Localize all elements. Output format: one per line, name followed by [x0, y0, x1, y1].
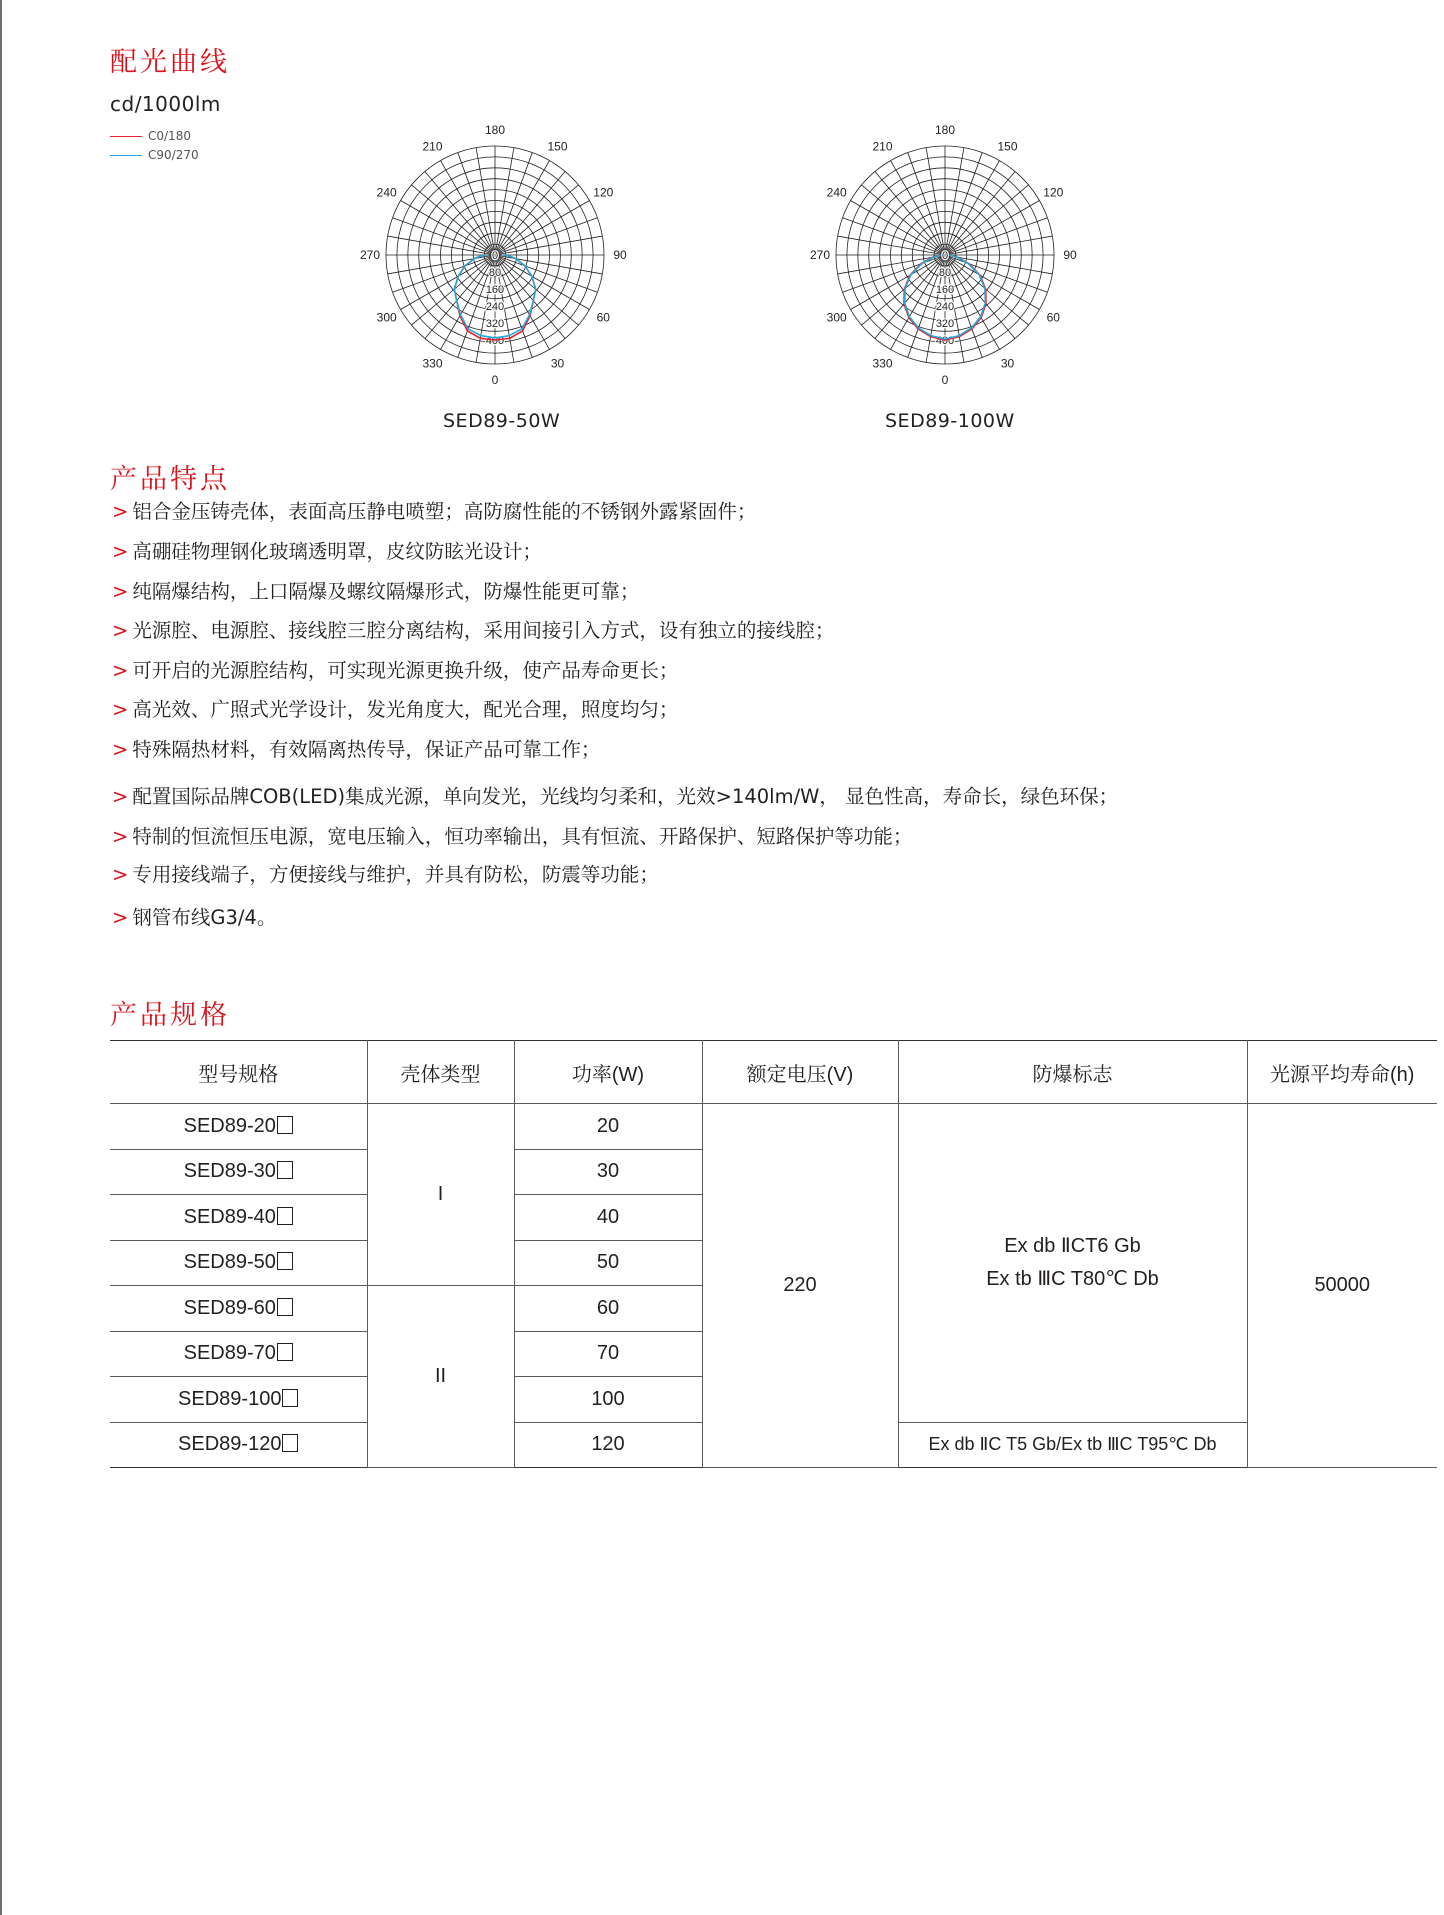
- model-cell: SED89-120: [110, 1422, 367, 1468]
- power-cell: 60: [514, 1286, 702, 1332]
- feature-item: [112, 540, 542, 564]
- bullet-arrow-icon: >: [112, 500, 129, 523]
- angle-label: 60: [1046, 310, 1060, 325]
- bullet-arrow-icon: >: [112, 825, 129, 848]
- feature-item: [112, 825, 912, 849]
- ex-mark-120-cell: Ex db ⅡC T5 Gb/Ex tb ⅢC T95℃ Db: [898, 1422, 1247, 1468]
- voltage-cell: 220: [702, 1104, 898, 1468]
- radial-label: 160: [935, 284, 955, 296]
- model-cell: SED89-40: [110, 1195, 367, 1241]
- power-cell: 100: [514, 1377, 702, 1423]
- radial-label: 400: [485, 335, 505, 347]
- feature-text: 钢管布线G3/4。: [132, 906, 277, 929]
- radial-label: 160: [485, 284, 505, 296]
- shell-type-cell: I: [367, 1104, 514, 1286]
- angle-label: 90: [613, 248, 627, 262]
- angle-label: 300: [826, 310, 847, 325]
- legend-c0: [110, 128, 191, 144]
- ex-mark-cell: [898, 1104, 1247, 1423]
- feature-text: 特殊隔热材料，有效隔离热传导，保证产品可靠工作；: [132, 738, 601, 761]
- table-row: [110, 1104, 1437, 1150]
- radial-label: 320: [485, 318, 505, 330]
- angle-label: 0: [941, 373, 949, 387]
- shell-type-cell: II: [367, 1286, 514, 1468]
- model-cell: SED89-20: [110, 1104, 367, 1150]
- feature-text: 专用接线端子，方便接线与维护，并具有防松，防震等功能；: [132, 863, 659, 886]
- angle-label: 210: [872, 139, 893, 154]
- model-cell: SED89-60: [110, 1286, 367, 1332]
- feature-text: 光源腔、电源腔、接线腔三腔分离结构，采用间接引入方式，设有独立的接线腔；: [132, 619, 835, 642]
- bullet-arrow-icon: >: [112, 619, 129, 642]
- power-cell: 70: [514, 1331, 702, 1377]
- model-cell: SED89-30: [110, 1149, 367, 1195]
- bullet-arrow-icon: >: [112, 785, 129, 808]
- bullet-arrow-icon: >: [112, 540, 129, 563]
- radial-label: 400: [935, 335, 955, 347]
- feature-text: 高光效、广照式光学设计，发光角度大，配光合理，照度均匀；: [132, 698, 679, 721]
- angle-label: 270: [359, 248, 381, 262]
- angle-label: 0: [491, 373, 499, 387]
- angle-label: 210: [422, 139, 443, 154]
- light-curve-title: 配光曲线: [110, 47, 230, 78]
- angle-label: 330: [422, 356, 443, 371]
- angle-label: 300: [376, 310, 397, 325]
- unit-label: cd/1000lm: [110, 92, 221, 116]
- header-voltage: 额定电压(V): [702, 1041, 898, 1104]
- model-cell: SED89-100: [110, 1377, 367, 1423]
- bullet-arrow-icon: >: [112, 863, 129, 886]
- legend-c0-line: [110, 136, 142, 137]
- bullet-arrow-icon: >: [112, 659, 129, 682]
- feature-item: [112, 698, 678, 722]
- ex-mark-db: Ex db ⅡCT6 Gb: [1004, 1234, 1141, 1257]
- radial-label: 240: [485, 301, 505, 313]
- polar-caption-100w: SED89-100W: [885, 410, 1015, 432]
- feature-item: [112, 785, 1118, 809]
- legend-c0-label: C0/180: [148, 129, 191, 143]
- header-lifetime: 光源平均寿命(h): [1247, 1041, 1437, 1104]
- feature-text: 配置国际品牌COB(LED)集成光源，单向发光，光线均匀柔和，光效>140lm/W， 显色性高，寿命长，绿色环保；: [132, 785, 1119, 808]
- header-power: 功率(W): [514, 1041, 702, 1104]
- bullet-arrow-icon: >: [112, 738, 129, 761]
- feature-item: [112, 580, 639, 604]
- feature-text: 纯隔爆结构，上口隔爆及螺纹隔爆形式，防爆性能更可靠；: [132, 580, 640, 603]
- feature-text: 可开启的光源腔结构，可实现光源更换升级，使产品寿命更长；: [132, 659, 679, 682]
- angle-label: 150: [547, 139, 568, 154]
- feature-item: [112, 738, 600, 762]
- bullet-arrow-icon: >: [112, 906, 129, 929]
- radial-label: 0: [941, 250, 949, 262]
- feature-text: 铝合金压铸壳体，表面高压静电喷塑；高防腐性能的不锈钢外露紧固件；: [132, 500, 757, 523]
- specs-title: 产品规格: [110, 1000, 230, 1031]
- polar-chart-100w: [805, 120, 1085, 400]
- polar-caption-50w: SED89-50W: [443, 410, 561, 432]
- power-cell: 20: [514, 1104, 702, 1150]
- bullet-arrow-icon: >: [112, 580, 129, 603]
- legend-c90: [110, 147, 199, 163]
- angle-label: 180: [484, 123, 506, 137]
- feature-item: [112, 906, 276, 930]
- angle-label: 330: [872, 356, 893, 371]
- angle-label: 150: [997, 139, 1018, 154]
- angle-label: 120: [593, 185, 614, 200]
- radial-label: 320: [935, 318, 955, 330]
- radial-label: 80: [488, 267, 502, 279]
- angle-label: 120: [1043, 185, 1064, 200]
- header-shell-type: 壳体类型: [367, 1041, 514, 1104]
- bullet-arrow-icon: >: [112, 698, 129, 721]
- angle-label: 60: [596, 310, 610, 325]
- power-cell: 40: [514, 1195, 702, 1241]
- legend-c90-label: C90/270: [148, 148, 199, 162]
- power-cell: 30: [514, 1149, 702, 1195]
- power-cell: 120: [514, 1422, 702, 1468]
- angle-label: 240: [376, 185, 397, 200]
- table-header-row: [110, 1041, 1437, 1104]
- feature-item: [112, 659, 678, 683]
- model-cell: SED89-70: [110, 1331, 367, 1377]
- model-cell: SED89-50: [110, 1240, 367, 1286]
- feature-item: [112, 500, 756, 524]
- feature-item: [112, 863, 659, 887]
- angle-label: 180: [934, 123, 956, 137]
- header-ex-mark: 防爆标志: [898, 1041, 1247, 1104]
- legend-c90-line: [110, 155, 142, 156]
- angle-label: 240: [826, 185, 847, 200]
- power-cell: 50: [514, 1240, 702, 1286]
- feature-text: 高硼硅物理钢化玻璃透明罩，皮纹防眩光设计；: [132, 540, 542, 563]
- angle-label: 90: [1063, 248, 1077, 262]
- radial-label: 80: [938, 267, 952, 279]
- features-title: 产品特点: [110, 464, 230, 495]
- feature-item: [112, 619, 834, 643]
- angle-label: 30: [550, 356, 565, 371]
- angle-label: 270: [809, 248, 831, 262]
- ex-mark-tb: Ex tb ⅢC T80℃ Db: [986, 1267, 1159, 1290]
- radial-label: 240: [935, 301, 955, 313]
- lifetime-cell: 50000: [1247, 1104, 1437, 1468]
- header-model: 型号规格: [110, 1041, 367, 1104]
- spec-table: [110, 1040, 1437, 1468]
- radial-label: 0: [491, 250, 499, 262]
- feature-text: 特制的恒流恒压电源，宽电压输入，恒功率输出，具有恒流、开路保护、短路保护等功能；: [132, 825, 913, 848]
- polar-chart-50w: [355, 120, 635, 400]
- angle-label: 30: [1000, 356, 1015, 371]
